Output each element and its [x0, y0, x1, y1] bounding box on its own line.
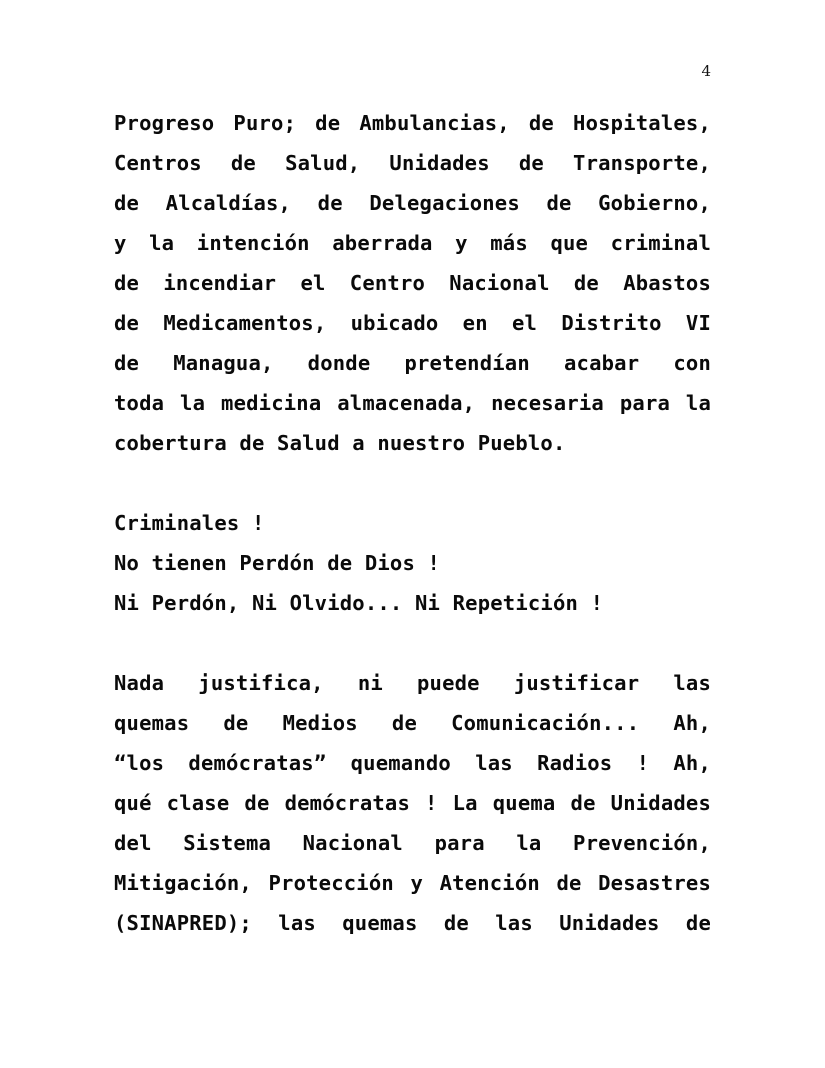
page-number: 4 — [701, 62, 711, 80]
text-line: del Sistema Nacional para la Prevención, — [114, 831, 711, 855]
text-line: Progreso Puro; de Ambulancias, de Hospitales, — [114, 111, 711, 135]
text-line: “los demócratas” quemando las Radios ! Ah, — [114, 751, 711, 775]
paragraph-3 — [114, 663, 711, 943]
body-text-column — [114, 103, 711, 943]
text-line: de Alcaldías, de Delegaciones de Gobierno, — [114, 191, 711, 215]
text-line: No tienen Perdón de Dios ! — [114, 551, 441, 575]
text-line: (SINAPRED); las quemas de las Unidades de — [114, 911, 711, 935]
text-line: cobertura de Salud a nuestro Pueblo. — [114, 431, 566, 455]
text-line: Ni Perdón, Ni Olvido... Ni Repetición ! — [114, 591, 604, 615]
paragraph-2 — [114, 503, 711, 623]
text-line: Nada justifica, ni puede justificar las — [114, 671, 711, 695]
text-line: toda la medicina almacenada, necesaria para la — [114, 391, 711, 415]
text-line: Criminales ! — [114, 511, 265, 535]
text-line: Centros de Salud, Unidades de Transporte, — [114, 151, 711, 175]
text-line: de Medicamentos, ubicado en el Distrito VI — [114, 311, 711, 335]
paragraph-spacer — [114, 623, 711, 663]
text-line: y la intención aberrada y más que criminal — [114, 231, 711, 255]
text-line: quemas de Medios de Comunicación... Ah, — [114, 711, 711, 735]
paragraph-1 — [114, 103, 711, 463]
text-line: de Managua, donde pretendían acabar con — [114, 351, 711, 375]
text-line: de incendiar el Centro Nacional de Abastos — [114, 271, 711, 295]
paragraph-spacer — [114, 463, 711, 503]
text-line: Mitigación, Protección y Atención de Desastres — [114, 871, 711, 895]
text-line: qué clase de demócratas ! La quema de Unidades — [114, 791, 711, 815]
